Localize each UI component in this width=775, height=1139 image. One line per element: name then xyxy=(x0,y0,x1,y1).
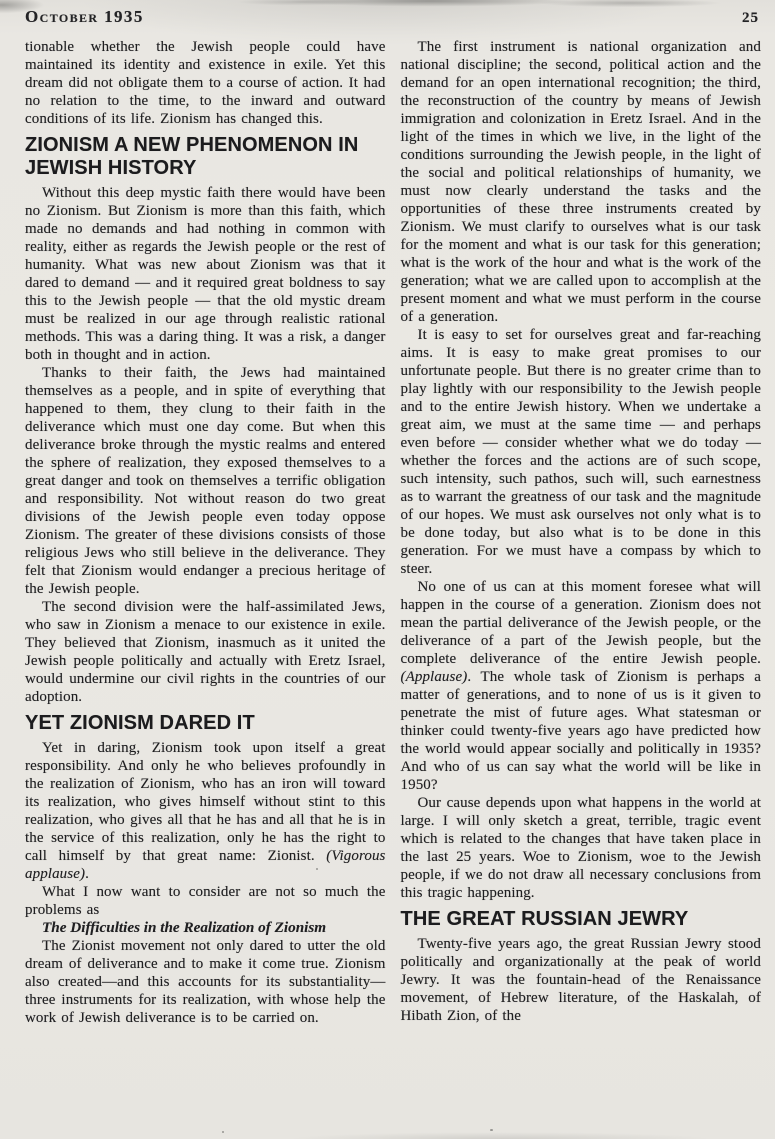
paragraph: Twenty-five years ago, the great Russian Jewry stood politically and organizationally at the peak of world Jewry. It was the fountain-head of the Renaissance movement, of Hebrew literature, of the Haskalah, of Hibath Zion, of the xyxy=(400,936,761,1024)
right-column xyxy=(401,38,762,1027)
running-header xyxy=(25,7,759,27)
section-heading: ZIONISM A NEW PHENOMENON IN JEWISH HISTORY xyxy=(25,134,359,179)
paragraph: Our cause depends upon what happens in the world at large. I will only sketch a great, terrible, tragic event which is related to the changes that have taken place in the last 25 years. Woe to Zionism, woe to the Jewish people, if we do not draw all necessary conclusions from this tragic happening. xyxy=(400,795,761,901)
scan-speck xyxy=(222,1131,224,1133)
paragraph: Thanks to their faith, the Jews had maintained themselves as a people, and in spite of everything that happened to them, they clung to their faith in the deliverance which must one day come. But when this deliverance broke through the mystic realms and entered the sphere of realization, they exposed themselves to a great danger and took on themselves a terrific obligation and responsibility. Not without reason do two great divisions of the Jewish people even today oppose Zionism. The greater of these divisions consists of those religious Jews who still believe in the deliverance. They felt that Zionism would endanger a precious heritage of the Jewish people. xyxy=(25,365,386,597)
paragraph: It is easy to set for ourselves great and far-reaching aims. It is easy to make great promises to our unfortunate people. But there is no greater crime than to play lightly with our responsibility to the Jewish people and to the entire Jewish history. When we undertake a great aim, we must at the same time — and perhaps even before — consider whether what we do today — whether the forces and the actions are of such scope, such intensity, such pathos, such will, such earnestness as to warrant the greatness of our task and the magnitude of our hopes. We must ask ourselves not only what is to be done today, but also what is to be done in this generation. For we must have a compass by which to steer. xyxy=(400,327,761,577)
paragraph: The second division were the half-assimilated Jews, who saw in Zionism a menace to our existence in exile. They believed that Zionism, inasmuch as it united the Jewish people politically and actually with Eretz Israel, would undermine our civil rights in the countries of our adoption. xyxy=(25,599,386,705)
page-number: 25 xyxy=(742,10,759,26)
paragraph: Without this deep mystic faith there would have been no Zionism. But Zionism is more than this faith, which made no demands and had nothing in common with reality, either as regards the Jewish people or the rest of humanity. What was new about Zionism was that it dared to demand — and it required great boldness to say this to the Jewish people — that the old mystic dream must be realized in our age through realistic rational methods. This was a daring thing. It was a risk, a danger both in thought and in action. xyxy=(25,185,386,363)
section-heading: THE GREAT RUSSIAN JEWRY xyxy=(400,908,689,930)
paragraph: No one of us can at this moment foresee what will happen in the course of a generation. Zionism does not mean the partial deliverance of the Jewish people, or the deliverance of a part of the Jewish people, but the complete deliverance of the entire Jewish people. (Applause). The whole task of Zionism is perhaps a matter of generations, and to none of us is it given to penetrate the mist of future ages. What statesman or thinker could twenty-five years ago have predicted how the world would appear socially and politically in 1935? And who of us can say what the world will be like in 1950? xyxy=(400,579,761,793)
scan-speck xyxy=(490,1129,493,1131)
left-column xyxy=(25,38,386,1027)
paragraph: The first instrument is national organization and national discipline; the second, political action and the demand for an open international recognition; the third, the reconstruction of the country by means of Jewish immigration and colonization in Eretz Israel. And in the light of the times in which we live, in the light of the conditions surrounding the Jewish people, in the light of the social and political relationships of humanity, we must now clearly understand the tasks and the opportunities of these three instruments created by Zionism. We must clarify to ourselves what is our task for the moment and what is our task for this generation; what is the work of the hour and what is the work of the generation; what we are called upon to accomplish at the present moment and what we must perform in the course of a generation. xyxy=(400,39,761,325)
paragraph: The Zionist movement not only dared to utter the old dream of deliverance and to make it come true. Zionism also created—and this accounts for its substantiality—three instruments for its realization, with whose help the work of Jewish deliverance is to be carried on. xyxy=(25,938,386,1026)
text-columns xyxy=(25,38,761,1027)
section-heading: YET ZIONISM DARED IT xyxy=(25,712,255,734)
stage-direction: (Applause) xyxy=(400,669,468,685)
paragraph: What I now want to consider are not so much the problems as xyxy=(25,884,386,918)
subsection-heading: The Difficulties in the Realization of Zionism xyxy=(42,919,327,936)
issue-date: October 1935 xyxy=(25,7,144,26)
stage-direction: (Vigorous applause) xyxy=(25,848,386,882)
paragraph: tionable whether the Jewish people could have maintained its identity and existence in exile. Yet this dream did not obligate them to a course of action. It had no relation to the time, to the inward and outward conditions of its life. Zionism has changed this. xyxy=(25,39,386,127)
paragraph: Yet in daring, Zionism took upon itself a great responsibility. And only he who believes profoundly in the realization of Zionism, who has an iron will toward its realization, who gives himself without stint to this realization, who gives all that he has and all that he is in the service of this realization, only he has the right to call himself by that great name: Zionist. (Vigorous applause). xyxy=(25,740,386,882)
